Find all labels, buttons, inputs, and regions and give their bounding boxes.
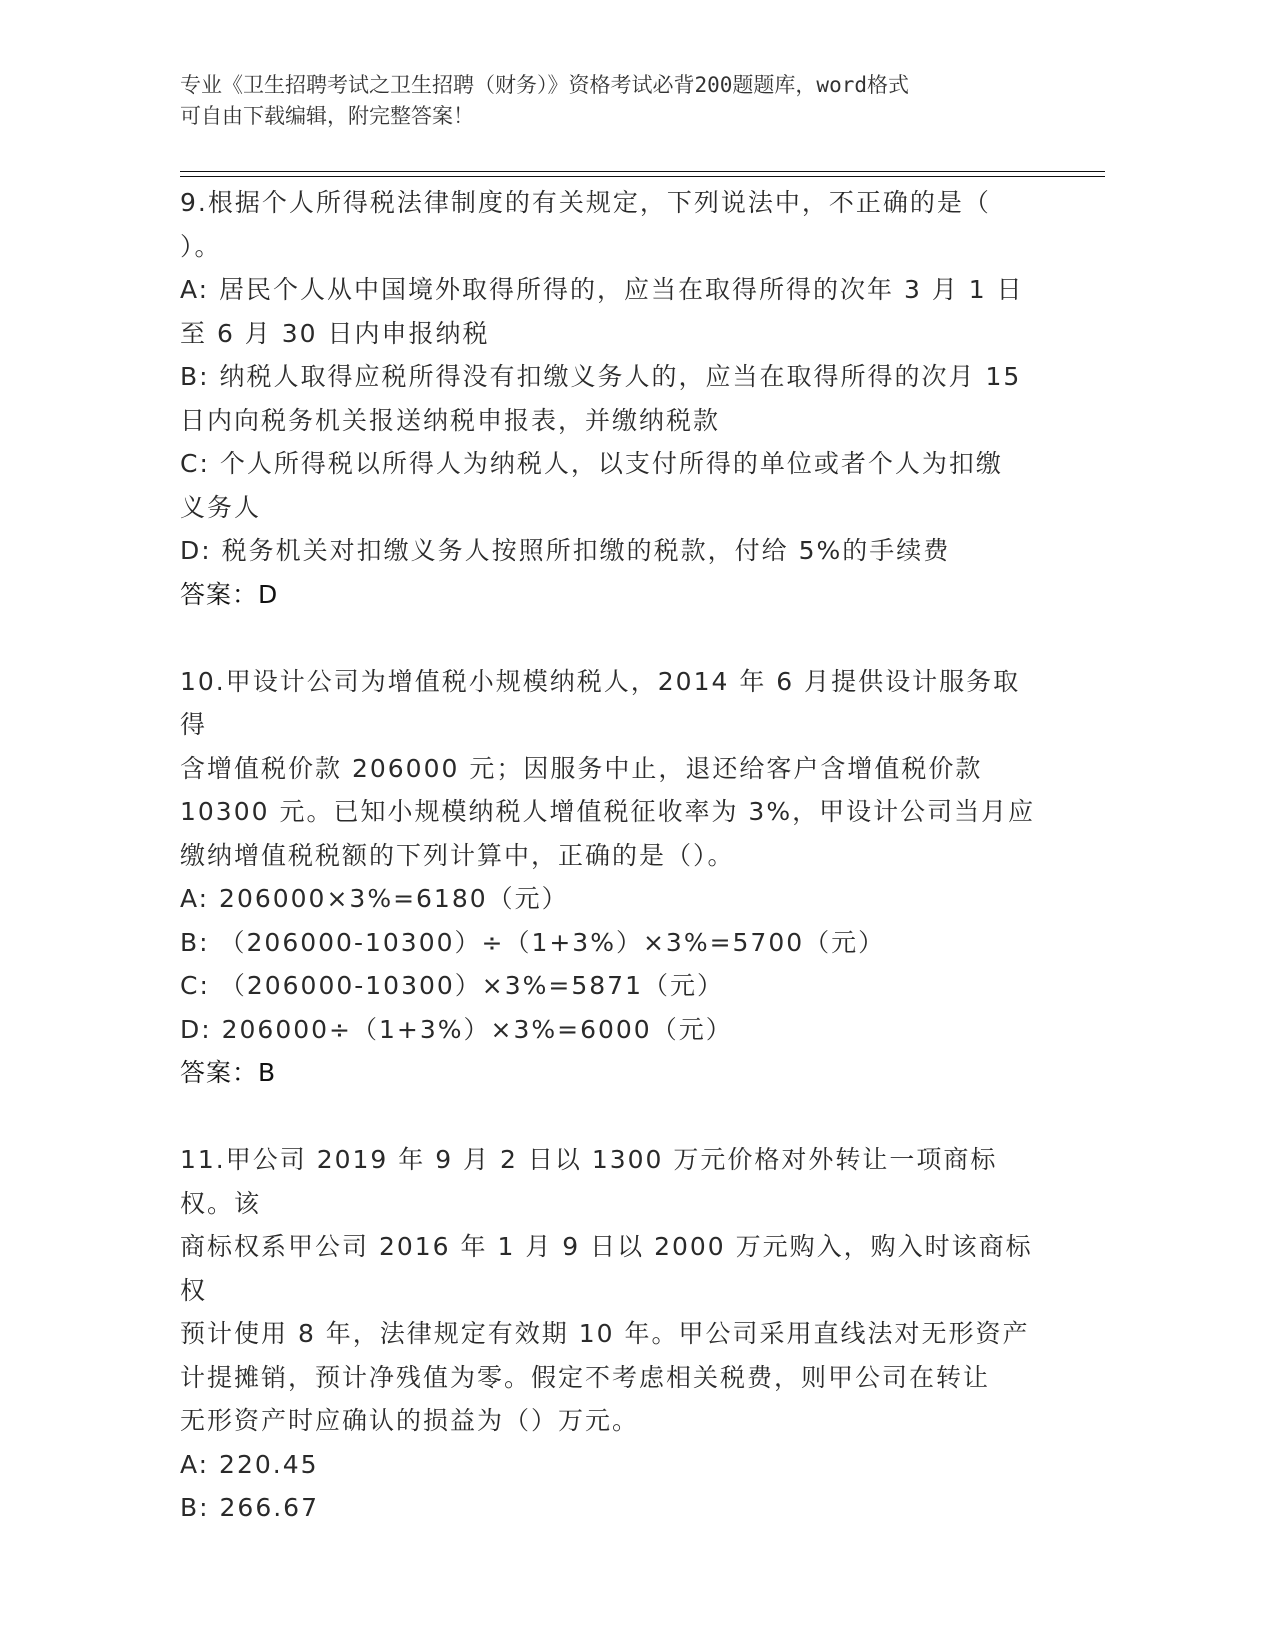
option-b-continued: 日内向税务机关报送纳税申报表，并缴纳税款 [180, 405, 721, 435]
question-stem-line: 无形资产时应确认的损益为（）万元。 [180, 1406, 640, 1435]
question-stem-line: 10.甲设计公司为增值税小规模纳税人，2014 年 6 月提供设计服务取得 [180, 666, 1021, 739]
question-stem-line: 10300 元。已知小规模纳税人增值税征收率为 3%，甲设计公司当月应 [180, 797, 1036, 826]
option-a-continued: 至 6 月 30 日内申报纳税 [180, 318, 490, 348]
question-stem-line: 9.根据个人所得税法律制度的有关规定，下列说法中，不正确的是（ [180, 188, 991, 217]
question-11 [180, 1138, 1040, 1530]
question-spacer [180, 1095, 1040, 1139]
option-c: C: （206000-10300）×3%=5871（元） [180, 971, 724, 1000]
question-stem-line: 预计使用 8 年，法律规定有效期 10 年。甲公司采用直线法对无形资产 [180, 1319, 1030, 1348]
answer-line: 答案：B [180, 1058, 277, 1087]
question-stem-line: 缴纳增值税税额的下列计算中，正确的是（）。 [180, 840, 735, 870]
answer-line: 答案：D [180, 579, 279, 609]
question-stem-line: ）。 [180, 231, 222, 261]
header-line: 专业《卫生招聘考试之卫生招聘（财务）》资格考试必背200题题库，word格式 [180, 73, 909, 97]
option-c: C: 个人所得税以所得人为纳税人，以支付所得的单位或者个人为扣缴 [180, 449, 1003, 478]
option-a: A: 206000×3%=6180（元） [180, 884, 569, 913]
header-divider-top [180, 171, 1105, 172]
question-stem-line: 11.甲公司 2019 年 9 月 2 日以 1300 万元价格对外转让一项商标权。该 [180, 1145, 998, 1218]
option-b: B: （206000-10300）÷（1+3%）×3%=5700（元） [180, 927, 886, 957]
question-9 [180, 181, 1040, 616]
option-b: B: 266.67 [180, 1493, 319, 1522]
header-line: 可自由下载编辑，附完整答案！ [180, 104, 474, 128]
question-10 [180, 660, 1040, 1095]
question-stem-line: 商标权系甲公司 2016 年 1 月 9 日以 2000 万元购入，购入时该商标权 [180, 1232, 1033, 1305]
option-b: B: 纳税人取得应税所得没有扣缴义务人的，应当在取得所得的次月 15 [180, 362, 1022, 391]
option-d: D: 206000÷（1+3%）×3%=6000（元） [180, 1014, 733, 1044]
document-header [180, 70, 1060, 132]
question-spacer [180, 616, 1040, 660]
header-divider-bottom [180, 176, 1105, 177]
option-a: A: 居民个人从中国境外取得所得的，应当在取得所得的次年 3 月 1 日 [180, 275, 1024, 304]
option-c-continued: 义务人 [180, 492, 262, 522]
question-list [180, 181, 1040, 1530]
option-a: A: 220.45 [180, 1449, 319, 1479]
question-stem-line: 含增值税价款 206000 元；因服务中止，退还给客户含增值税价款 [180, 753, 983, 783]
question-stem-line: 计提摊销，预计净残值为零。假定不考虑相关税费，则甲公司在转让 [180, 1362, 991, 1392]
option-d: D: 税务机关对扣缴义务人按照所扣缴的税款，付给 5%的手续费 [180, 536, 951, 565]
